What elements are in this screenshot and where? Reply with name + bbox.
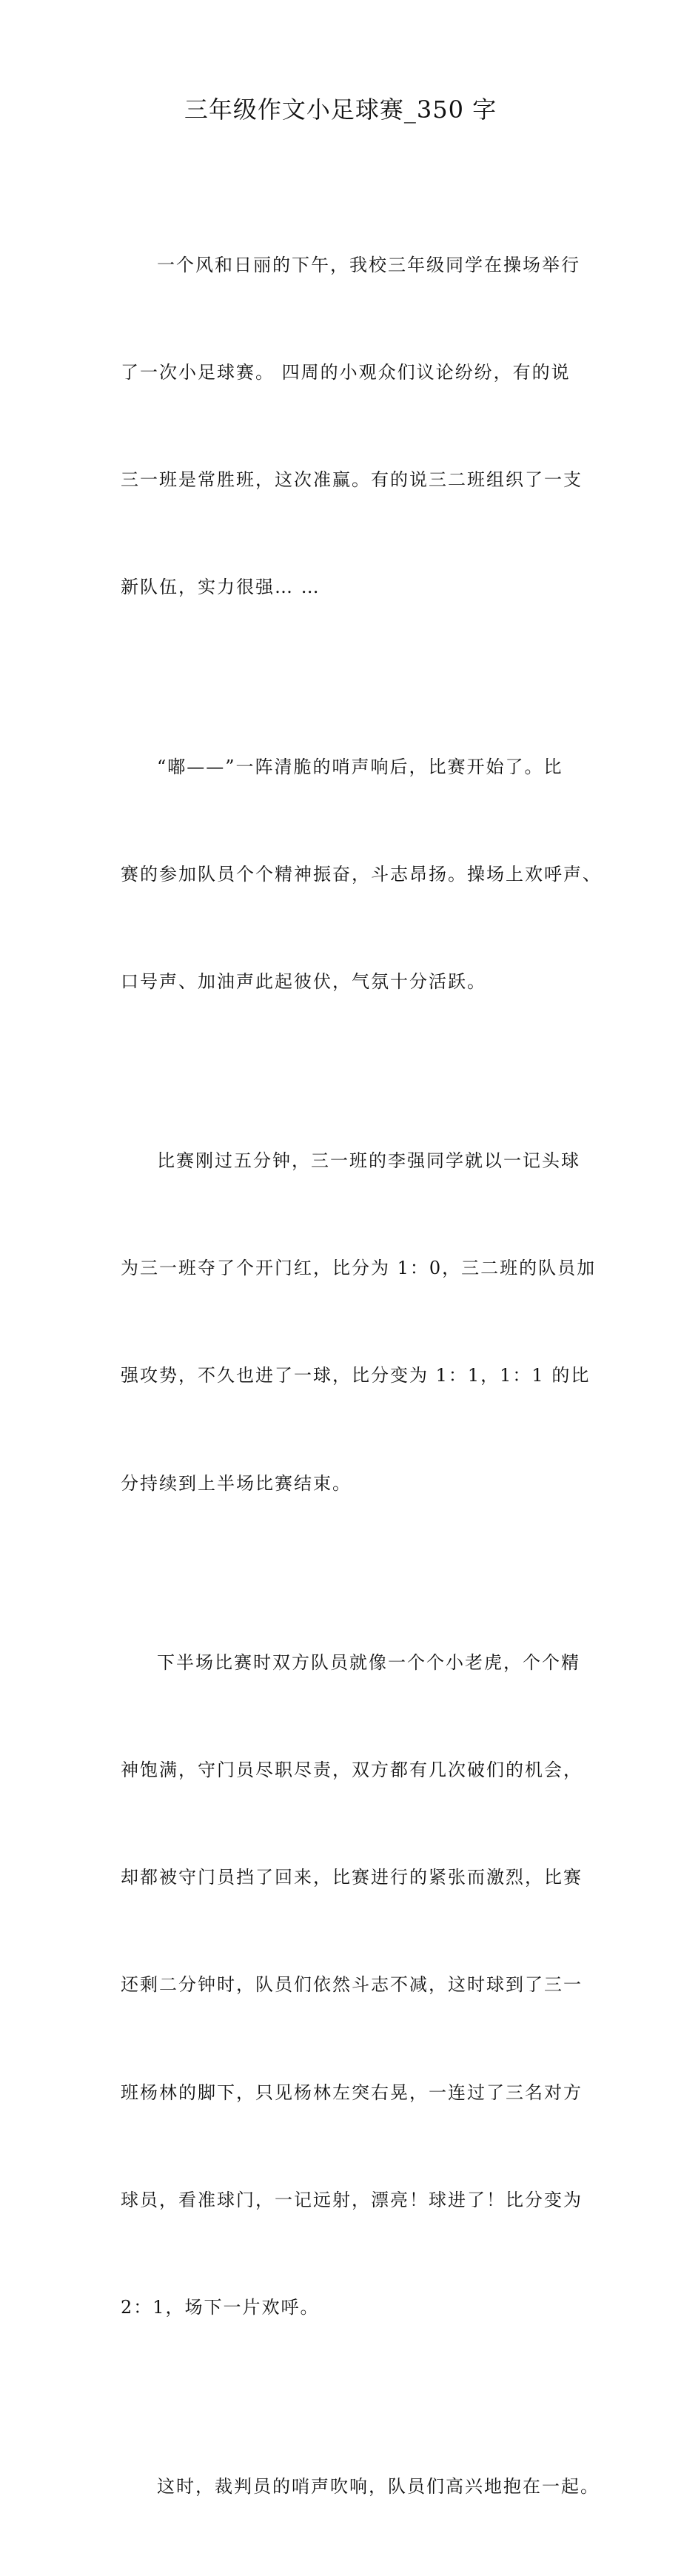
text-line: 新队伍，实力很强… … (121, 577, 321, 598)
paragraph-4 (121, 1573, 583, 2397)
text-line: 了一次小足球赛。 四周的小观众们议论纷纷，有的说 (121, 362, 571, 383)
text-line: 为三一班夺了个开门红，比分为 1：0，三二班的队员加 (121, 1258, 597, 1279)
text-line: 三一班是常胜班，这次准赢。有的说三二班组织了一支 (121, 469, 583, 491)
paragraph-3 (121, 1071, 597, 1573)
paragraph-2 (121, 677, 602, 1071)
text-line: 分持续到上半场比赛结束。 (121, 1472, 352, 1494)
text-line: 2：1，场下一片欢呼。 (121, 2296, 320, 2318)
text-line: 赛的参加队员个个精神振奋，斗志昂扬。操场上欢呼声、 (121, 863, 602, 885)
text-line: “嘟——”一阵清脆的哨声响后，比赛开始了。比 (157, 756, 563, 777)
text-line: 这时，裁判员的哨声吹响，队员们高兴地抱在一起。 (157, 2476, 600, 2497)
page-title: 三年级作文小足球赛_350 字 (184, 95, 497, 124)
text-line: 口号声、加油声此起彼伏，气氛十分活跃。 (121, 970, 486, 992)
text-line: 球员，看准球门，一记远射，漂亮！球进了！比分变为 (121, 2189, 583, 2210)
text-line: 神饱满，守门员尽职尽责，双方都有几次破们的机会， (121, 1759, 583, 1780)
text-line: 一个风和日丽的下午，我校三年级同学在操场举行 (157, 254, 580, 275)
text-line: 还剩二分钟时，队员们依然斗志不减，这时球到了三一 (121, 1974, 583, 1996)
text-line: 下半场比赛时双方队员就像一个个小老虎，个个精 (157, 1651, 580, 1673)
text-line: 强攻势，不久也进了一球，比分变为 1：1，1：1 的比 (121, 1365, 591, 1386)
text-line: 却都被守门员挡了回来，比赛进行的紧张而激烈，比赛 (121, 1867, 583, 1888)
text-line: 班杨林的脚下，只见杨林左突右晃，一连过了三名对方 (121, 2082, 583, 2103)
article-body (121, 175, 602, 2576)
text-line: 比赛刚过五分钟，三一班的李强同学就以一记头球 (157, 1150, 580, 1171)
paragraph-5 (121, 2397, 600, 2576)
paragraph-1 (121, 175, 583, 677)
